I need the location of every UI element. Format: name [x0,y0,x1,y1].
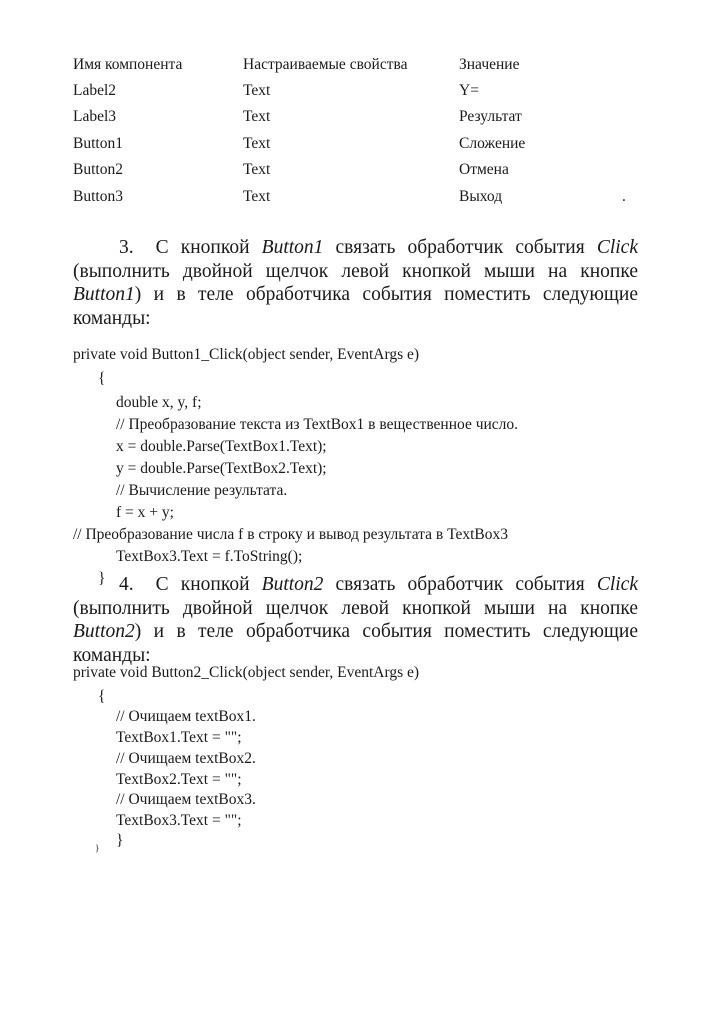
code-line: private void Button2_Click(object sender, EventArgs e) [73,664,420,681]
table-cell: Label3 [73,108,117,125]
table-cell: Text [243,82,271,99]
code-line: // Преобразование текста из TextBox1 в вещественное число. [116,416,519,433]
code-line: double x, y, f; [116,394,202,411]
code-line: x = double.Parse(TextBox1.Text); [116,438,327,455]
table-cell: Button3 [73,188,123,205]
code-line: // Вычисление результата. [116,482,288,499]
table-cell: Text [243,188,271,205]
table-cell: Text [243,135,271,152]
code-line: y = double.Parse(TextBox2.Text); [116,460,327,477]
step-number: 3. [119,237,134,258]
component-name: Button1 [261,237,324,258]
code-line: TextBox3.Text = f.ToString(); [116,548,303,565]
code-line: private void Button1_Click(object sender, EventArgs e) [73,346,420,363]
code-line: // Очищаем textBox3. [116,791,256,808]
table-cell: Y= [459,82,479,99]
table-cell: Button1 [73,135,123,152]
table-cell: Отмена [459,161,509,178]
event-name: Click [596,574,638,595]
table-header-value: Значение [459,56,520,73]
code-line: } [95,843,100,853]
table-cell: Text [243,108,271,125]
code-line: { [98,370,106,387]
table-cell: Text [243,161,271,178]
stray-period: . [622,188,626,205]
code-line: f = x + y; [116,504,174,521]
code-line: // Очищаем textBox2. [116,750,256,767]
table-cell: Результат [459,108,522,125]
step-4-paragraph: 4. С кнопкой Button2 связать обработчик события Click (выполнить двойной щелчок левой кнопкой мыши на кнопке Button2) и в теле обработчика события поместить следующие команды: [73,574,638,666]
table-header-component: Имя компонента [73,56,183,73]
code-line: } [116,832,124,849]
code-line: // Очищаем textBox1. [116,708,256,725]
code-line: // Преобразование числа f в строку и вывод результата в TextBox3 [73,526,509,543]
code-line: TextBox3.Text = ""; [116,812,242,829]
table-cell: Выход [459,188,503,205]
step-number: 4. [119,574,134,595]
table-cell: Label2 [73,82,117,99]
code-line: { [98,688,106,705]
event-name: Click [596,237,638,258]
table-cell: Button2 [73,161,123,178]
code-line: } [98,570,106,587]
step-3-paragraph: 3. С кнопкой Button1 связать обработчик события Click (выполнить двойной щелчок левой кнопкой мыши на кнопке Button1) и в теле обработчика события поместить следующие команды: [73,237,638,329]
code-line: TextBox1.Text = ""; [116,729,242,746]
code-line: TextBox2.Text = ""; [116,771,242,788]
table-cell: Сложение [459,135,526,152]
table-header-properties: Настраиваемые свойства [243,56,408,73]
component-name: Button2 [261,574,324,595]
